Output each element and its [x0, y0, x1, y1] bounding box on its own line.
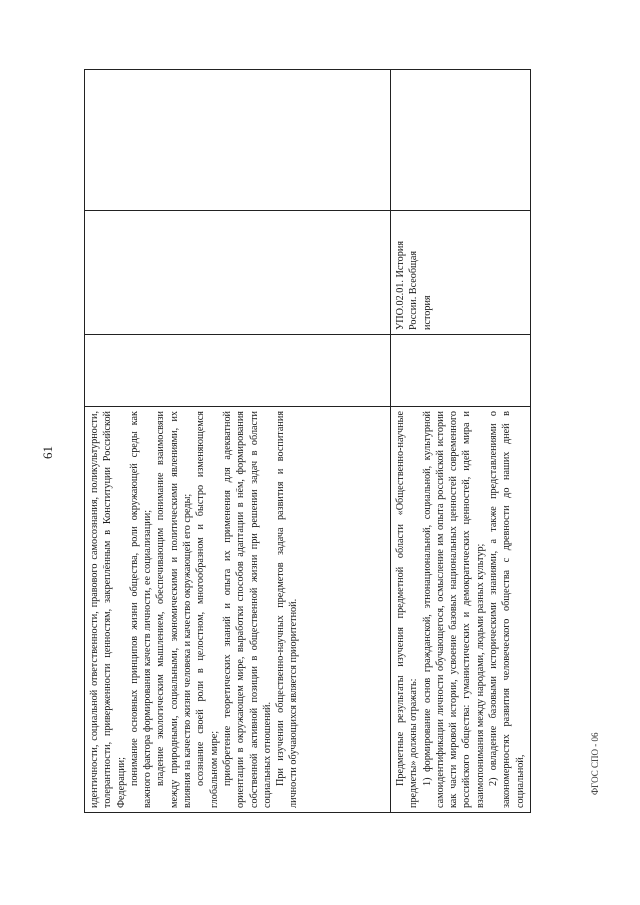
paragraph: понимание основных принципов жизни общества, роли окружающей среды как важного фактора формирования качеств личности, ее социализации;	[128, 411, 154, 808]
paragraph: идентичности, социальной ответственности, правового самосознания, поликультурности, толерантности, приверженности ценностям, закреплённым в Конституции Российской Федерации;	[89, 411, 127, 808]
results-cell	[391, 407, 531, 813]
subject-code-cell: УПО.02.01. История России. Всеобщая история	[391, 211, 531, 335]
paragraph: приобретение теоретических знаний и опыта их применения для адекватной ориентации в окружающем мире, выработки способов адаптации в нём, формирования собственной активной позиции в общественной жизни при решении задач в области социальных отношений.	[221, 411, 273, 808]
paragraph: осознание своей роли в целостном, многообразном и быстро изменяющемся глобальном мире;	[195, 411, 220, 808]
competencies-cell	[85, 70, 391, 211]
competencies-cell	[391, 70, 531, 211]
page-number: 61	[40, 446, 55, 459]
paragraph: При изучении общественно-научных предметов задача развития и воспитания личности обучающихся является приоритетной.	[275, 411, 300, 808]
results-cell	[85, 407, 391, 813]
table-row	[391, 70, 531, 813]
paragraph: 2) овладение базовыми историческими знаниями, а также представлениями о закономерностях развития человеческого общества с древности до наших дней в социальной,	[488, 411, 526, 808]
footer-note: ФГОС СПО - 06	[590, 732, 600, 795]
paragraph: владение экологическим мышлением, обеспечивающим понимание взаимосвязи между природными, социальными, экономическими и политическими явлениями, их влияния на качество жизни человека и качество окружающей его среды;	[155, 411, 194, 808]
paragraph: 1) формирование основ гражданской, этнонациональной, социальной, культурной самоидентификации личности обучающегося, осмысление им опыта российской истории как части мировой истории, усвоение базовых национальных ценностей современного российского общества: гуманистических и демократических ценностей, идей мира и взаимопонимания между народами, людьми разных культур;	[421, 411, 486, 808]
paragraph: Предметные результаты изучения предметной области «Общественно-научные предметы» должны отражать:	[395, 411, 420, 808]
hours-cell	[391, 335, 531, 407]
hours-cell	[85, 335, 391, 407]
table-row	[85, 70, 391, 813]
subject-code-cell	[85, 211, 391, 335]
standards-table	[84, 69, 531, 813]
